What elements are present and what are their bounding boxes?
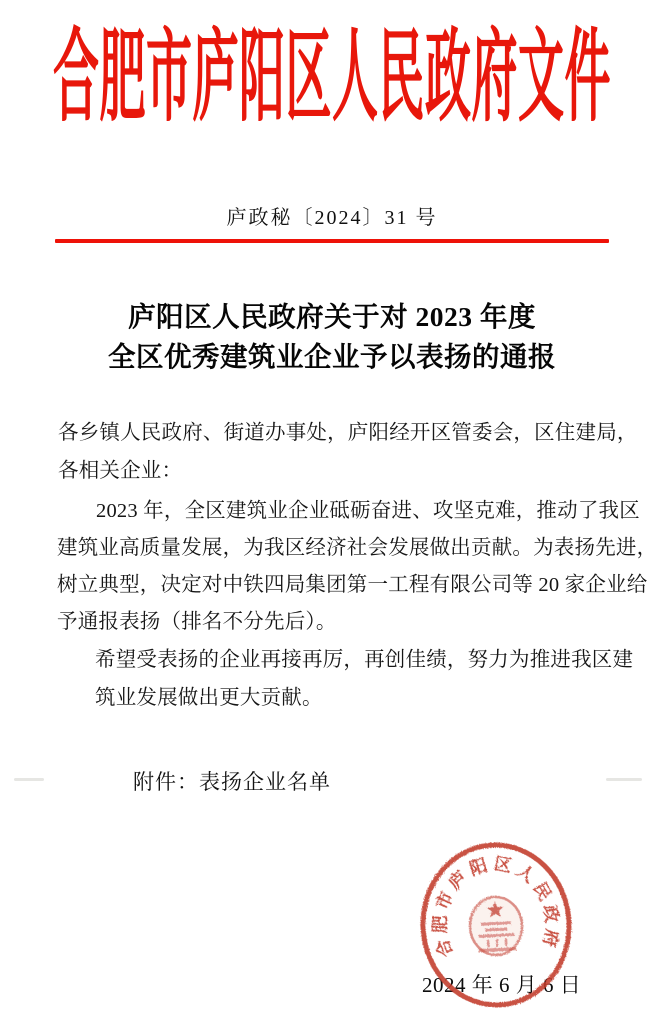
- document-title-line2: 全区优秀建筑业企业予以表扬的通报: [108, 341, 556, 372]
- letterhead-org-title: 合肥市庐阳区人民政府文件: [53, 21, 611, 134]
- document-title: [0, 297, 664, 377]
- scan-artifact-left: [14, 778, 44, 781]
- body-line-recipients: 各乡镇人民政府、街道办事处，庐阳经开区管委会，区住建局，: [58, 422, 638, 444]
- attachment-note: 附件：表扬企业名单: [133, 770, 331, 794]
- scan-artifact-right: [606, 778, 642, 781]
- body-line-recipients-2: 各相关企业：: [58, 460, 183, 482]
- document-date: 2024 年 6 月 6 日: [422, 973, 582, 997]
- body-line-paragraph1-3: 树立典型，决定对中铁四局集团第一工程有限公司等 20 家企业给: [57, 574, 648, 596]
- seal-text: 合肥市庐阳区人民政府: [429, 853, 563, 960]
- body-line-paragraph1-4: 予通报表扬（排名不分先后）。: [57, 611, 337, 633]
- body-line-paragraph1-2: 建筑业高质量发展，为我区经济社会发展做出贡献。为表扬先进，: [57, 537, 658, 559]
- official-seal: [414, 838, 578, 1012]
- body-line-paragraph2-2: 筑业发展做出更大贡献。: [95, 687, 323, 709]
- document-number: 庐政秘〔2024〕31 号: [226, 207, 438, 229]
- red-divider-line: [55, 239, 609, 243]
- document-title-line1: 庐阳区人民政府关于对 2023 年度: [128, 301, 536, 332]
- national-emblem-icon: [469, 896, 524, 957]
- body-line-paragraph2: 希望受表扬的企业再接再厉，再创佳绩，努力为推进我区建: [95, 649, 634, 671]
- body-line-paragraph1: 2023 年，全区建筑业企业砥砺奋进、攻坚克难，推动了我区: [96, 500, 640, 522]
